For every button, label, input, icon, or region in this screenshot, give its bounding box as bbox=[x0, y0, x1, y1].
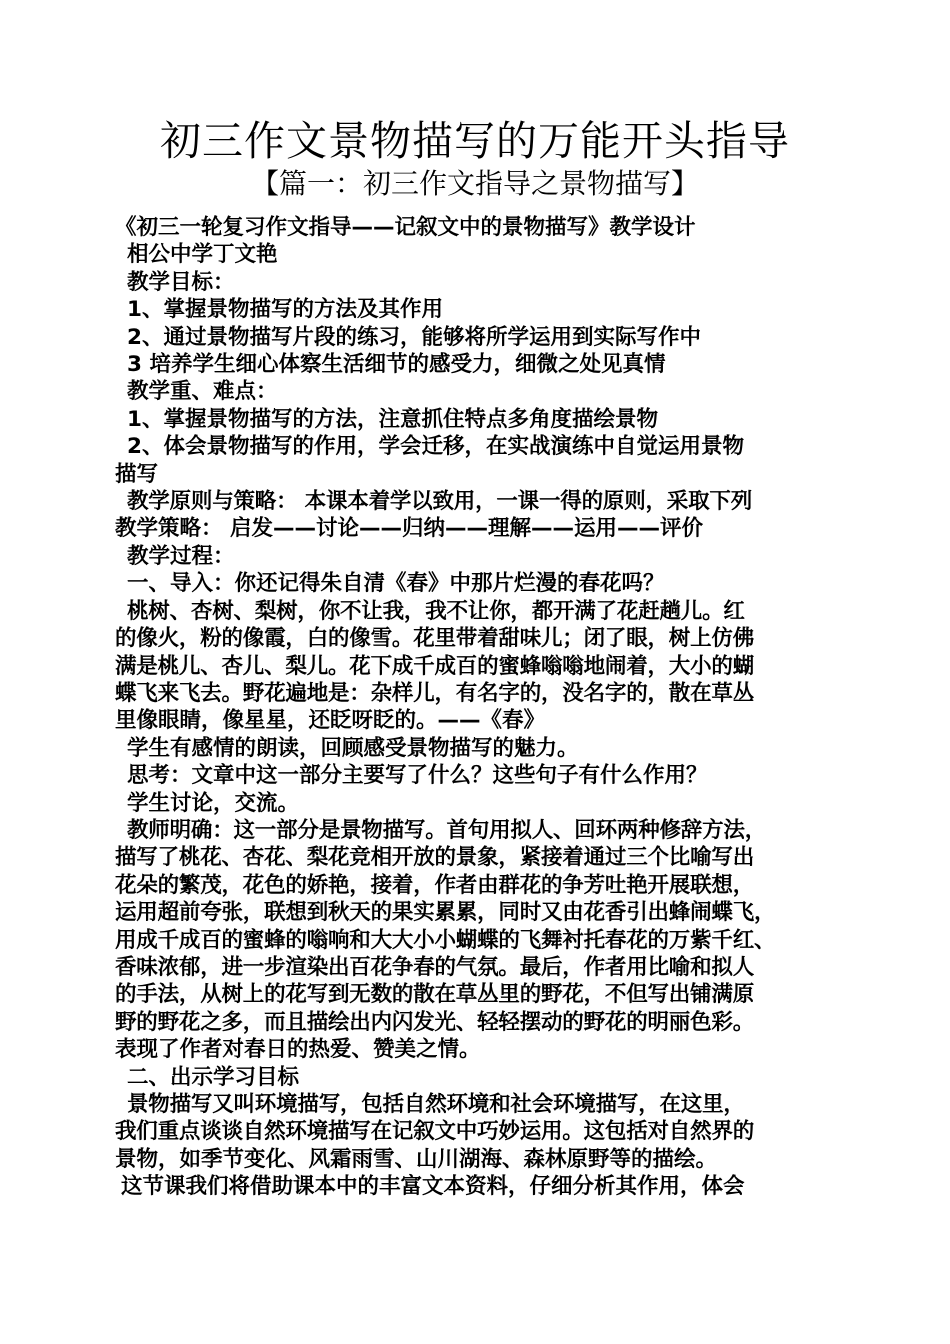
text-line: 我们重点谈谈自然环境描写在记叙文中巧妙运用。这包括对自然界的 bbox=[115, 1119, 755, 1145]
text-line: 2、体会景物描写的作用，学会迁移，在实战演练中自觉运用景物 bbox=[127, 434, 744, 460]
text-line: 2、通过景物描写片段的练习，能够将所学运用到实际写作中 bbox=[127, 324, 701, 350]
text-line: 描写了桃花、杏花、梨花竞相开放的景象，紧接着通过三个比喻写出 bbox=[115, 845, 755, 871]
text-line: 1、掌握景物描写的方法，注意抓住特点多角度描绘景物 bbox=[127, 406, 658, 432]
section-heading: 教学重、难点： bbox=[127, 379, 278, 405]
text-line: 桃树、杏树、梨树，你不让我，我不让你，都开满了花赶趟儿。红 bbox=[127, 598, 745, 624]
text-line: 这节课我们将借助课本中的丰富文本资料，仔细分析其作用，体会 bbox=[121, 1174, 745, 1200]
text-line: 1、掌握景物描写的方法及其作用 bbox=[127, 297, 443, 323]
text-line: 的手法，从树上的花写到无数的散在草丛里的野花，不但写出铺满原 bbox=[115, 982, 755, 1008]
text-line: 表现了作者对春日的热爱、赞美之情。 bbox=[115, 1037, 481, 1063]
text-line: 教学策略： 启发——讨论——归纳——理解——运用——评价 bbox=[115, 516, 703, 542]
section-heading: 二、出示学习目标 bbox=[127, 1064, 300, 1090]
document-body bbox=[115, 214, 837, 1201]
text-line: 满是桃儿、杏儿、梨儿。花下成千成百的蜜蜂嗡嗡地闹着，大小的蝴 bbox=[115, 653, 755, 679]
section-heading: 教学过程： bbox=[127, 543, 235, 569]
text-line: 用成千成百的蜜蜂的嗡响和大大小小蝴蝶的飞舞衬托春花的万紫千红、 bbox=[115, 927, 776, 953]
text-line: 学生讨论，交流。 bbox=[127, 790, 300, 816]
document-subtitle: 【篇一：初三作文指导之景物描写】 bbox=[250, 167, 699, 200]
text-line: 3 培养学生细心体察生活细节的感受力，细微之处见真情 bbox=[127, 352, 666, 378]
text-line: 思考：文章中这一部分主要写了什么？这些句子有什么作用？ bbox=[127, 763, 708, 789]
section-heading: 教学目标： bbox=[127, 269, 235, 295]
text-line: 景物描写又叫环境描写，包括自然环境和社会环境描写，在这里， bbox=[127, 1092, 745, 1117]
text-line: 蝶飞来飞去。野花遍地是：杂样儿，有名字的，没名字的，散在草丛 bbox=[115, 680, 755, 706]
text-line: 景物，如季节变化、风霜雨雪、山川湖海、森林原野等的描绘。 bbox=[115, 1146, 718, 1172]
text-line: 学生有感情的朗读，回顾感受景物描写的魅力。 bbox=[127, 735, 579, 761]
text-line: 《初三一轮复习作文指导——记叙文中的景物描写》教学设计 bbox=[115, 215, 696, 240]
text-line: 香味浓郁，进一步渲染出百花争春的气氛。最后，作者用比喻和拟人 bbox=[115, 954, 755, 980]
text-line: 相公中学丁文艳 bbox=[127, 242, 278, 268]
text-line: 描写 bbox=[115, 461, 159, 487]
text-line: 花朵的繁茂，花色的娇艳，接着，作者由群花的争芳吐艳开展联想， bbox=[115, 872, 755, 898]
text-line: 教师明确：这一部分是景物描写。首句用拟人、回环两种修辞方法， bbox=[127, 817, 767, 843]
text-line: 教学原则与策略： 本课本着学以致用，一课一得的原则，采取下列 bbox=[127, 489, 752, 515]
text-line: 的像火，粉的像霞，白的像雪。花里带着甜味儿；闭了眼，树上仿佛 bbox=[115, 626, 755, 652]
text-line: 野的野花之多，而且描绘出内闪发光、轻轻摆动的野花的明丽色彩。 bbox=[115, 1009, 755, 1035]
section-heading: 一、导入：你还记得朱自清《春》中那片烂漫的春花吗？ bbox=[127, 571, 665, 597]
document-title: 初三作文景物描写的万能开头指导 bbox=[160, 117, 790, 165]
text-line: 运用超前夸张，联想到秋天的果实累累，同时又由花香引出蜂闹蝶飞， bbox=[115, 900, 776, 926]
text-line: 里像眼睛，像星星，还眨呀眨的。——《春》 bbox=[115, 708, 546, 734]
